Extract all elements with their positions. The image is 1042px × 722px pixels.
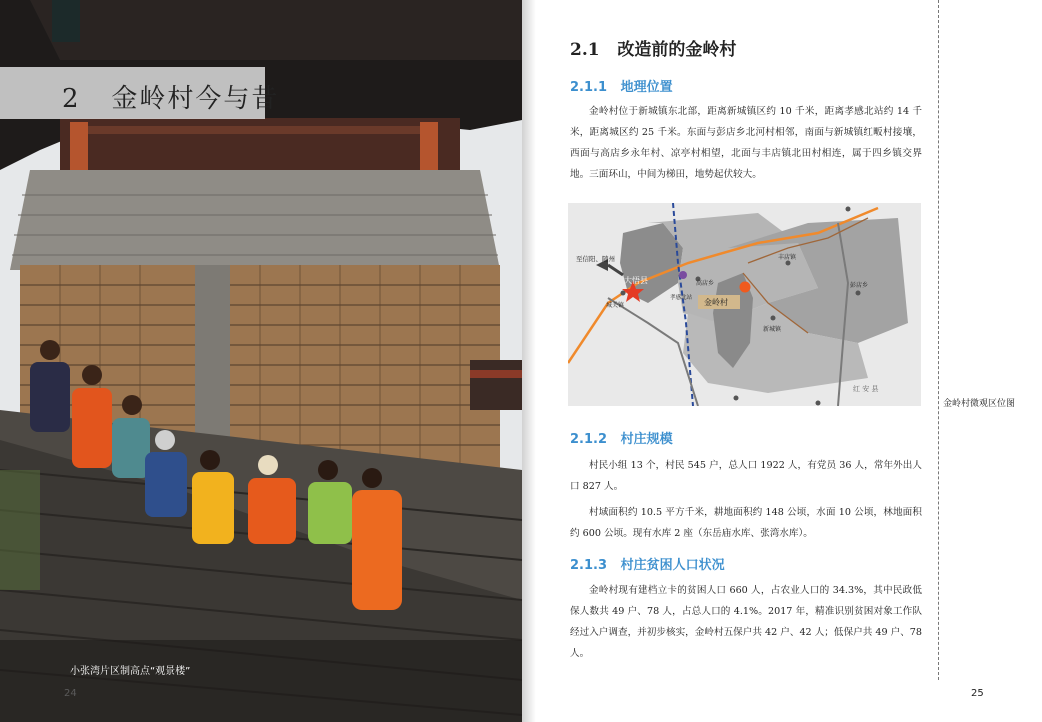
map-label-pengdian: 彭店乡 [850,282,869,289]
margin-divider [938,0,939,680]
map-label-town: 城关镇 [606,302,625,309]
map-label-station: 孝感北站 [670,295,693,301]
map-label-gaodian: 高店乡 [696,280,715,287]
subsection-title-poverty: 2.1.3 村庄贫困人口状况 [570,558,725,573]
map-label-fengdian: 丰店镇 [778,254,797,261]
page-number-right: 25 [971,688,984,699]
section-title: 2.1 改造前的金岭村 [570,40,737,60]
gutter-shadow [522,0,536,722]
location-map-graphic [568,203,921,406]
photo-caption: 小张湾片区制高点“观景楼” [70,666,191,677]
village-marker-icon [740,282,751,293]
map-label-village: 金岭村 [704,298,728,307]
location-paragraph: 金岭村位于新城镇东北部，距离新城镇区约 10 千米，距离孝感北站约 14 千米，距离城区约 25 千米。东面与彭店乡北河村相邻，南面与新城镇红畈村接壤，西面与高店乡永年村、凉亭村相望，北面与丰店镇北田村相连，属于四乡镇交界地。三面环山，中间为梯田，地势起伏较大。 [570,106,922,180]
map-label-hongan: 红 安 县 [853,385,879,393]
scale-paragraph-2: 村域面积约 10.5 平方千米，耕地面积约 148 公顷，水面 10 公顷，林地面积约 600 公顷。现有水库 2 座（东岳庙水库、张湾水库）。 [570,507,922,539]
subsection-title-location: 2.1.1 地理位置 [570,80,673,95]
map-label-out-direction: 至信阳、随州 [576,255,615,263]
map-label-xincheng: 新城镇 [763,326,782,333]
chapter-title: 2 金岭村今与昔 [62,84,280,114]
page-number-left: 24 [64,688,77,699]
map-label-county: 大悟县 [624,276,648,285]
station-icon [679,271,687,279]
subsection-title-scale: 2.1.2 村庄规模 [570,432,673,447]
location-map [568,203,921,406]
map-caption: 金岭村微观区位图 [943,399,1016,409]
scale-paragraph-1: 村民小组 13 个，村民 545 户，总人口 1922 人，有党员 36 人，常年外出人口 827 人。 [570,460,922,492]
poverty-paragraph: 金岭村现有建档立卡的贫困人口 660 人，占农业人口的 34.3%，其中民政低保人数共 49 户、78 人，占总人口的 4.1%。2017 年，精准识别贫困对象工作队经过入户调查，并初步核实，金岭村五保户共 42 户、42 人；低保户共 49 户、78 人。 [570,585,922,659]
